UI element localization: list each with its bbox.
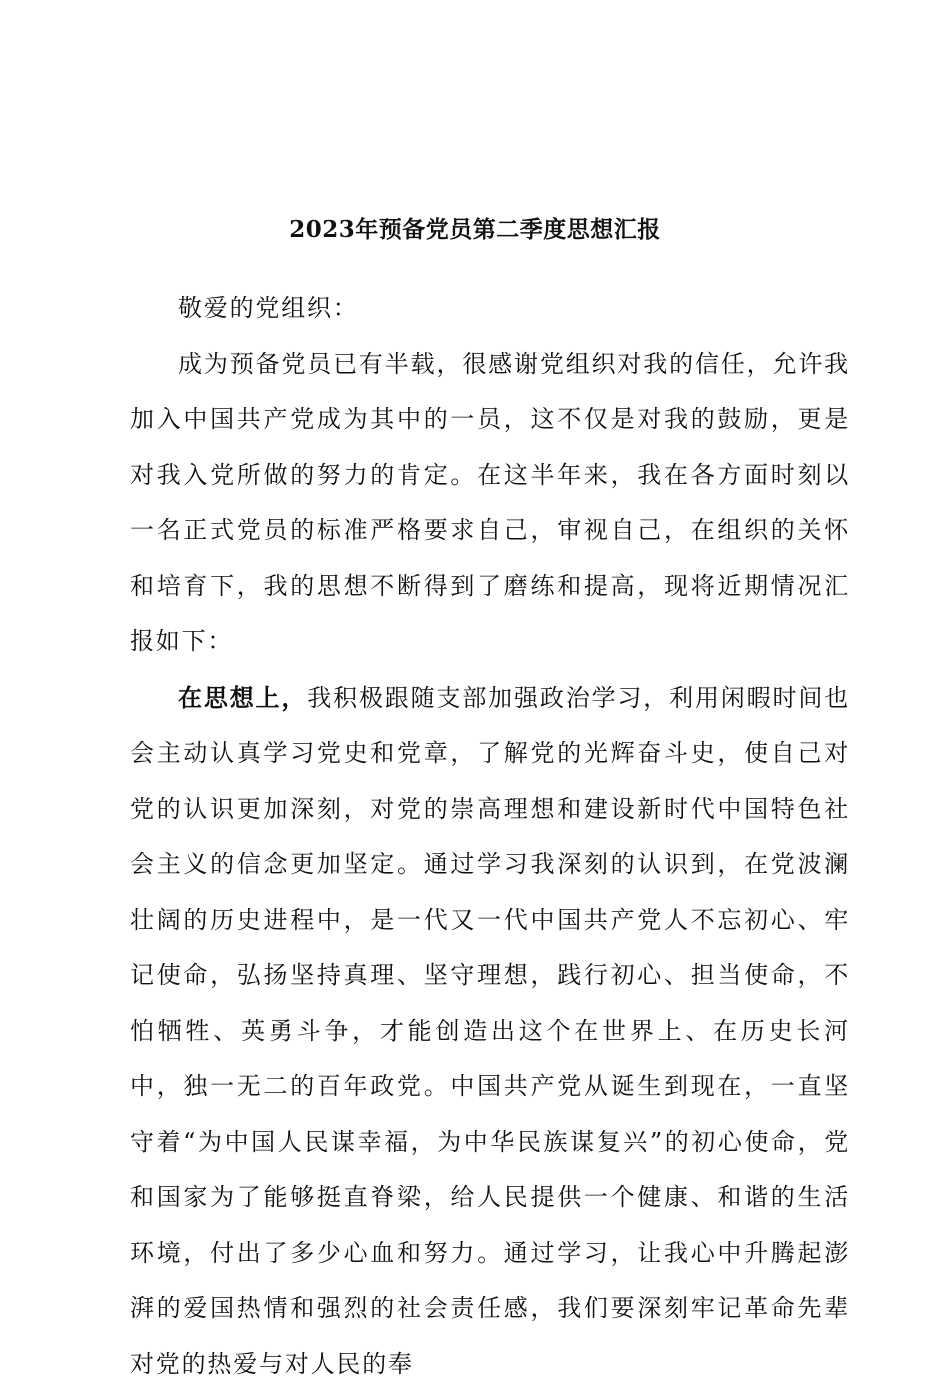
document-body xyxy=(130,281,850,1392)
paragraph-lead-heading: 在思想上， xyxy=(178,683,307,712)
salutation: 敬爱的党组织： xyxy=(130,281,850,337)
paragraph-ideology-text: 我积极跟随支部加强政治学习，利用闲暇时间也会主动认真学习党史和党章，了解党的光辉奋斗史，使自己对党的认识更加深刻，对党的崇高理想和建设新时代中国特色社会主义的信念更加坚定。通过学习我深刻的认识到，在党波澜壮阔的历史进程中，是一代又一代中国共产党人不忘初心、牢记使命，弘扬坚持真理、坚守理想，践行初心、担当使命，不怕牺牲、英勇斗争，才能创造出这个在世界上、在历史长河中，独一无二的百年政党。中国共产党从诞生到现在，一直坚守着“为中国人民谋幸福，为中华民族谋复兴”的初心使命，党和国家为了能够挺直脊梁，给人民提供一个健康、和谐的生活环境，付出了多少心血和努力。通过学习，让我心中升腾起澎湃的爱国热情和强烈的社会责任感，我们要深刻牢记革命先辈对党的热爱与对人民的奉 xyxy=(130,684,850,1378)
document-title: 2023年预备党员第二季度思想汇报 xyxy=(0,213,950,247)
paragraph-ideology xyxy=(130,670,850,1392)
paragraph-intro: 成为预备党员已有半载，很感谢党组织对我的信任，允许我加入中国共产党成为其中的一员，这不仅是对我的鼓励，更是对我入党所做的努力的肯定。在这半年来，我在各方面时刻以一名正式党员的标准严格要求自己，审视自己，在组织的关怀和培育下，我的思想不断得到了磨练和提高，现将近期情况汇报如下： xyxy=(130,337,850,670)
